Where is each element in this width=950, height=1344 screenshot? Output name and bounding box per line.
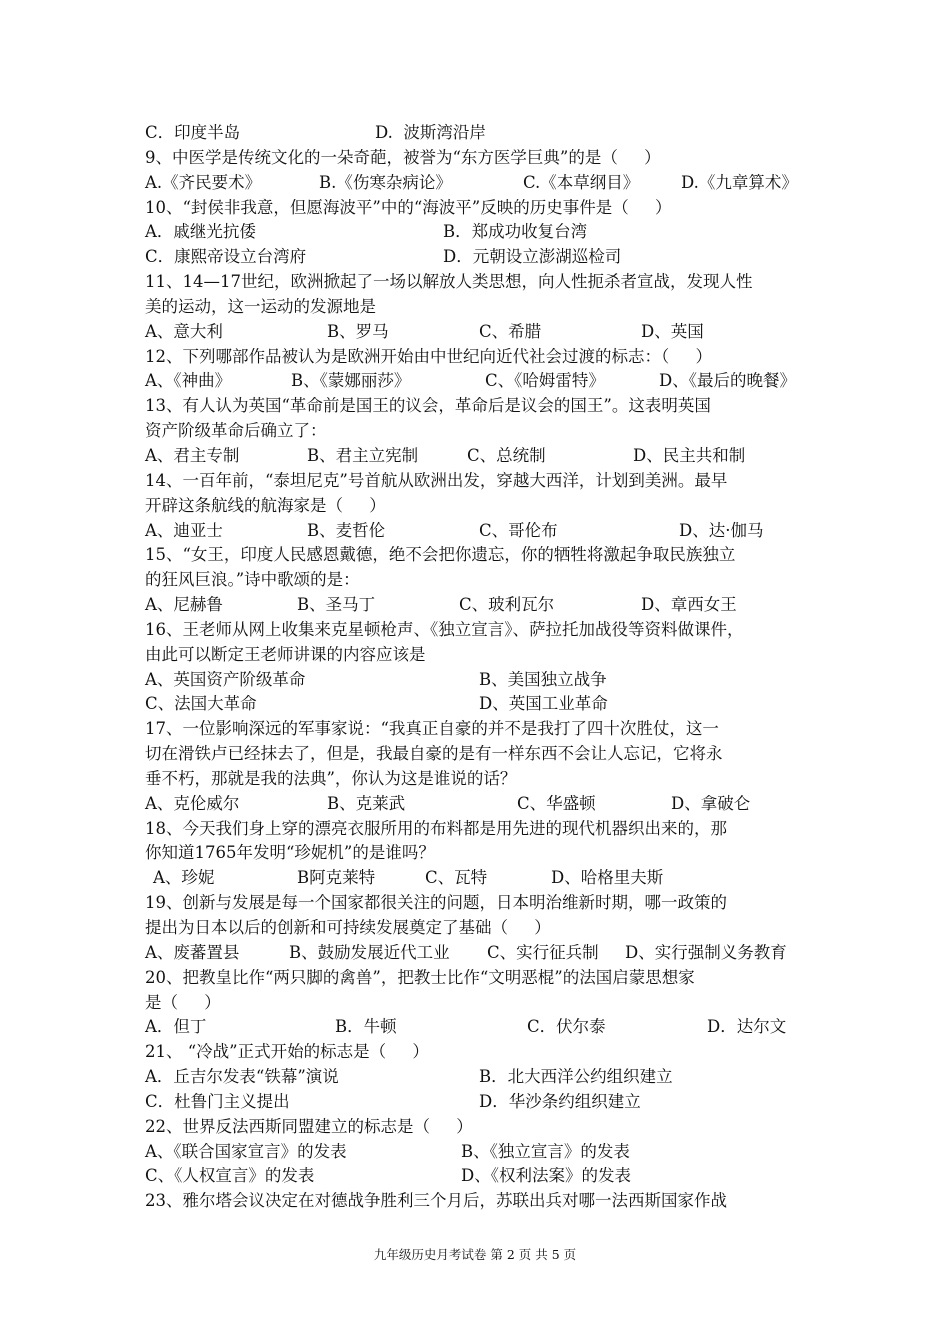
question-text-line: 由此可以断定王老师讲课的内容应该是: [145, 644, 426, 664]
question-text-line: 22、世界反法西斯同盟建立的标志是（ ）: [145, 1116, 473, 1136]
answer-option: B、鼓励发展近代工业: [289, 942, 450, 962]
answer-option: D、《权利法案》的发表: [461, 1166, 631, 1186]
answer-options-row: [145, 444, 810, 469]
answer-option: C、华盛顿: [517, 793, 596, 813]
question-text-line: 11、14—17世纪，欧洲掀起了一场以解放人类思想，向人性扼杀者宣战，发现人性: [145, 272, 753, 292]
question-text-line: 切在滑铁卢已经抹去了，但是，我最自豪的是有一样东西不会让人忘记，它将永: [145, 744, 723, 764]
answer-option: A、君主专制: [145, 445, 240, 465]
answer-option: A、《神曲》: [145, 371, 232, 391]
answer-option: A、《联合国家宣言》的发表: [145, 1141, 347, 1161]
answer-option: C、《哈姆雷特》: [485, 371, 605, 391]
question-text-line: 你知道1765年发明“珍妮机”的是谁吗？: [145, 843, 435, 863]
answer-option: C、总统制: [467, 445, 546, 465]
answer-option: A、英国资产阶级革命: [145, 669, 306, 689]
answer-option: A、废蕃置县: [145, 942, 240, 962]
answer-options-row: [145, 320, 810, 345]
question-text-line: 16、王老师从网上收集来克星顿枪声、《独立宣言》、萨拉托加战役等资料做课件，: [145, 619, 744, 639]
answer-option: B、《独立宣言》的发表: [461, 1141, 630, 1161]
answer-option: C、《人权宣言》的发表: [145, 1166, 315, 1186]
answer-option: D、实行强制义务教育: [625, 942, 787, 962]
question-text-line: 9、中医学是传统文化的一朵奇葩，被誉为“东方医学巨典”的是（ ）: [145, 147, 661, 167]
answer-option: D、哈格里夫斯: [551, 868, 664, 888]
question-text-line: 垂不朽，那就是我的法典”，你认为这是谁说的话？: [145, 768, 517, 788]
answer-option: B、《蒙娜丽莎》: [291, 371, 411, 391]
answer-option: B、美国独立战争: [479, 669, 607, 689]
answer-options-row: [145, 1140, 810, 1165]
answer-options-row: [145, 1090, 810, 1115]
answer-option: A、迪亚士: [145, 520, 223, 540]
answer-option: C、玻利瓦尔: [459, 595, 555, 615]
question-text-line: 10、“封侯非我意，但愿海波平”中的“海波平”反映的历史事件是（ ）: [145, 197, 672, 217]
answer-options-row: [145, 171, 810, 196]
question-text-line: 是（ ）: [145, 992, 221, 1012]
answer-option: A．但丁: [145, 1017, 207, 1037]
answer-option: D、英国工业革命: [479, 694, 608, 714]
question-text-line: 的狂风巨浪。”诗中歌颂的是：: [145, 570, 360, 590]
answer-option: D. 波斯湾沿岸: [375, 123, 486, 142]
answer-option: A．丘吉尔发表“铁幕”演说: [145, 1067, 339, 1087]
answer-option: C、希腊: [479, 321, 542, 341]
answer-options-row: [145, 668, 810, 693]
question-text-line: 美的运动，这一运动的发源地是: [145, 296, 376, 316]
answer-option: B.《伤寒杂病论》: [319, 172, 452, 192]
answer-option: A.《齐民要术》: [145, 172, 262, 192]
answer-option: A．戚继光抗倭: [145, 222, 256, 242]
answer-option: D．华沙条约组织建立: [479, 1091, 641, 1111]
question-text-line: 资产阶级革命后确立了：: [145, 421, 327, 441]
answer-option: B、克莱武: [327, 793, 406, 813]
answer-option: B、君主立宪制: [307, 445, 419, 465]
answer-option: C、哥伦布: [479, 520, 558, 540]
answer-options-row: [145, 866, 810, 891]
answer-option: D．达尔文: [707, 1017, 787, 1037]
answer-options-row: [145, 1015, 810, 1040]
answer-option: B、圣马丁: [297, 595, 376, 615]
exam-content: [145, 121, 810, 1214]
answer-option: D.《九章算术》: [681, 172, 798, 192]
answer-option: D．元朝设立澎湖巡检司: [443, 247, 622, 267]
answer-option: A、珍妮: [153, 868, 215, 888]
answer-option: D、英国: [641, 321, 704, 341]
answer-options-row: [145, 519, 810, 544]
answer-options-row: [145, 121, 810, 146]
answer-option: A、意大利: [145, 321, 223, 341]
answer-option: C．杜鲁门主义提出: [145, 1091, 290, 1111]
answer-option: D、《最后的晚餐》: [659, 371, 796, 391]
answer-options-row: [145, 220, 810, 245]
answer-options-row: [145, 941, 810, 966]
question-text-line: 提出为日本以后的创新和可持续发展奠定了基础（ ）: [145, 918, 551, 937]
answer-options-row: [145, 245, 810, 270]
answer-options-row: [145, 692, 810, 717]
page-footer: 九年级历史月考试卷 第 2 页 共 5 页: [373, 1247, 577, 1262]
answer-option: B．郑成功收复台湾: [443, 222, 588, 242]
answer-option: B．牛顿: [335, 1017, 397, 1037]
answer-option: D、拿破仑: [671, 793, 751, 813]
answer-option: C．印度半岛: [145, 123, 241, 142]
answer-option: B、麦哲伦: [307, 520, 386, 540]
answer-options-row: [145, 1065, 810, 1090]
answer-option: D、达·伽马: [679, 520, 764, 540]
question-text-line: 20、把教皇比作“两只脚的禽兽”，把教士比作“文明恶棍”的法国启蒙思想家: [145, 967, 695, 987]
question-text-line: 17、一位影响深远的军事家说：“我真正自豪的并不是我打了四十次胜仗，这一: [145, 719, 719, 739]
question-text-line: 14、一百年前，“泰坦尼克”号首航从欧洲出发，穿越大西洋，计划到美洲。最早: [145, 470, 728, 490]
answer-option: D、民主共和制: [633, 445, 746, 465]
answer-options-row: [145, 792, 810, 817]
answer-option: C．康熙帝设立台湾府: [145, 247, 307, 267]
answer-option: C、瓦特: [425, 868, 488, 888]
answer-option: C、法国大革命: [145, 694, 257, 714]
answer-option: B、罗马: [327, 321, 389, 341]
answer-option: B阿克莱特: [297, 868, 376, 888]
question-text-line: 23、雅尔塔会议决定在对德战争胜利三个月后，苏联出兵对哪一法西斯国家作战: [145, 1191, 727, 1211]
answer-options-row: [145, 1164, 810, 1189]
answer-option: D、章西女王: [641, 595, 737, 615]
question-text-line: 15、“女王，印度人民感恩戴德，绝不会把你遗忘，你的牺牲将激起争取民族独立: [145, 545, 736, 565]
question-text-line: 开辟这条航线的航海家是（ ）: [145, 495, 386, 515]
answer-option: A、克伦威尔: [145, 793, 240, 813]
question-text-line: 12、下列哪部作品被认为是欧洲开始由中世纪向近代社会过渡的标志：（ ）: [145, 346, 712, 366]
question-text-line: 21、 “冷战”正式开始的标志是（ ）: [145, 1042, 429, 1062]
answer-option: C.《本草纲目》: [523, 172, 640, 192]
answer-options-row: [145, 593, 810, 618]
question-text-line: 13、有人认为英国“革命前是国王的议会，革命后是议会的国王”。这表明英国: [145, 396, 711, 416]
answer-option: C．伏尔泰: [527, 1017, 606, 1037]
answer-option: A、尼赫鲁: [145, 595, 223, 615]
answer-options-row: [145, 369, 810, 394]
question-text-line: 18、今天我们身上穿的漂亮衣服所用的布料都是用先进的现代机器织出来的，那: [145, 818, 727, 838]
answer-option: C、实行征兵制: [487, 942, 599, 962]
answer-option: B．北大西洋公约组织建立: [479, 1067, 673, 1087]
question-text-line: 19、创新与发展是每一个国家都很关注的问题，日本明治维新时期，哪一政策的: [145, 893, 727, 913]
